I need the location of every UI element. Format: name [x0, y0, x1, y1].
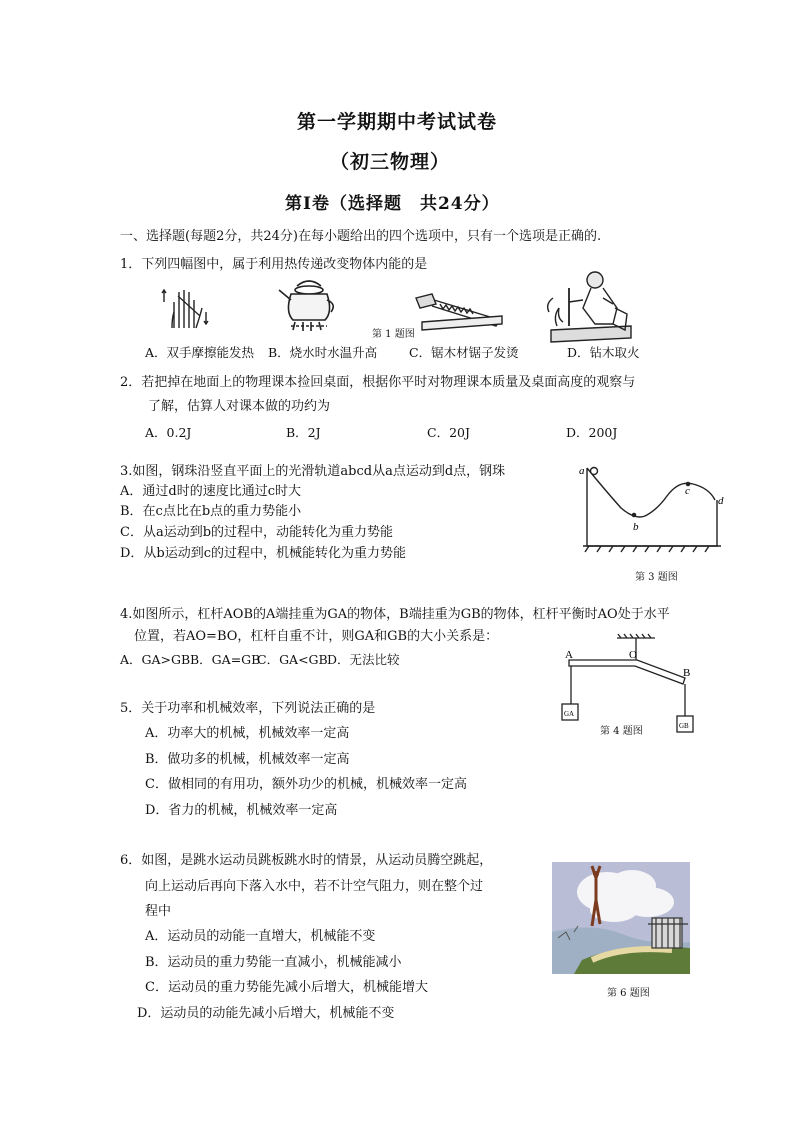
saw-figure [412, 292, 506, 332]
point-label-c: c [685, 485, 690, 497]
q4-option-c[interactable]: C．GA<GB [257, 652, 328, 667]
q2-option-d[interactable]: D．200J [566, 425, 618, 440]
q4-figure-label: 第 4 题图 [600, 726, 643, 737]
q4-option-a[interactable]: A．GA>GB [120, 652, 191, 667]
q6-option-d[interactable]: D．运动员的动能先减小后增大，机械能不变 [137, 1006, 395, 1021]
q3-option-d[interactable]: D．从b运动到c的过程中，机械能转化为重力势能 [120, 546, 407, 561]
drill-fire-figure [543, 268, 635, 346]
q5-option-a[interactable]: A．功率大的机械，机械效率一定高 [145, 726, 350, 741]
q3-option-c[interactable]: C．从a运动到b的过程中，动能转化为重力势能 [120, 525, 394, 540]
q3-option-a[interactable]: A．通过d时的速度比通过c时大 [120, 484, 301, 499]
q6-option-a[interactable]: A．运动员的动能一直增大，机械能不变 [145, 929, 376, 944]
point-label-d: d [718, 495, 724, 507]
q4-stem-line1: 4.如图所示，杠杆AOB的A端挂重为GA的物体，B端挂重为GB的物体，杠杆平衡时AO处于水平 [120, 607, 670, 622]
q6-option-c[interactable]: C．运动员的重力势能先减小后增大，机械能增大 [145, 980, 428, 995]
q4-option-b[interactable]: B．GA=GB [190, 652, 261, 667]
q5-option-b[interactable]: B．做功多的机械，机械效率一定高 [145, 752, 350, 767]
q2-option-a[interactable]: A．0.2J [145, 425, 192, 440]
q5-option-d[interactable]: D．省力的机械，机械效率一定高 [145, 803, 338, 818]
weight-label-ga: GA [564, 710, 575, 718]
q6-stem-line2: 向上运动后再向下落入水中，若不计空气阻力，则在整个过 [145, 879, 484, 894]
q2-option-c[interactable]: C．20J [427, 425, 470, 440]
weight-label-gb: GB [679, 722, 689, 730]
q5-stem: 5．关于功率和机械效率，下列说法正确的是 [120, 701, 376, 716]
q6-stem-line1: 6．如图，是跳水运动员跳板跳水时的情景，从运动员腾空跳起， [120, 853, 493, 868]
q2-stem-line1: 2．若把掉在地面上的物理课本捡回桌面，根据你平时对物理课本质量及桌面高度的观察与 [120, 375, 636, 390]
instructions: 一、选择题(每题2分，共24分)在每小题给出的四个选项中，只有一个选项是正确的. [120, 229, 602, 244]
q1-option-d[interactable]: D．钻木取火 [567, 345, 640, 360]
q3-figure-label: 第 3 题图 [635, 572, 678, 583]
page-subtitle: （初三物理） [330, 151, 451, 173]
hands-rubbing-figure [160, 282, 210, 332]
q1-option-c[interactable]: C．锯木材锯子发烫 [409, 345, 519, 360]
q2-option-b[interactable]: B．2J [286, 425, 321, 440]
kettle-figure [275, 276, 343, 336]
track-figure [575, 460, 735, 555]
q1-stem: 1．下列四幅图中，属于利用热传递改变物体内能的是 [120, 257, 428, 272]
diving-scene-figure [552, 862, 690, 974]
lever-label-o: O [629, 649, 637, 661]
q1-option-a[interactable]: A．双手摩擦能发热 [145, 345, 255, 360]
q6-option-b[interactable]: B．运动员的重力势能一直减小，机械能减小 [145, 955, 402, 970]
point-label-b: b [633, 521, 639, 533]
lever-label-b: B [683, 667, 691, 679]
q1-figure-label: 第 1 题图 [372, 329, 415, 340]
q2-stem-line2: 了解，估算人对课本做的功约为 [148, 399, 331, 414]
q3-option-b[interactable]: B．在c点比在b点的重力势能小 [120, 504, 302, 519]
q6-figure-label: 第 6 题图 [607, 988, 650, 999]
q1-option-b[interactable]: B．烧水时水温升高 [268, 345, 378, 360]
q4-stem-line2: 位置，若AO=BO，杠杆自重不计，则GA和GB的大小关系是： [134, 629, 499, 644]
q6-stem-line3: 程中 [145, 904, 172, 919]
page-title: 第一学期期中考试试卷 [297, 111, 498, 133]
q5-option-c[interactable]: C．做相同的有用功，额外功少的机械，机械效率一定高 [145, 777, 467, 792]
section-title: 第Ⅰ卷（选择题 共24分） [285, 194, 500, 214]
lever-label-a: A [565, 649, 573, 661]
q3-stem: 3.如图，钢珠沿竖直平面上的光滑轨道abcd从a点运动到d点，钢珠 [120, 464, 506, 479]
q4-option-d[interactable]: D．无法比较 [327, 652, 400, 667]
point-label-a: a [579, 465, 585, 477]
